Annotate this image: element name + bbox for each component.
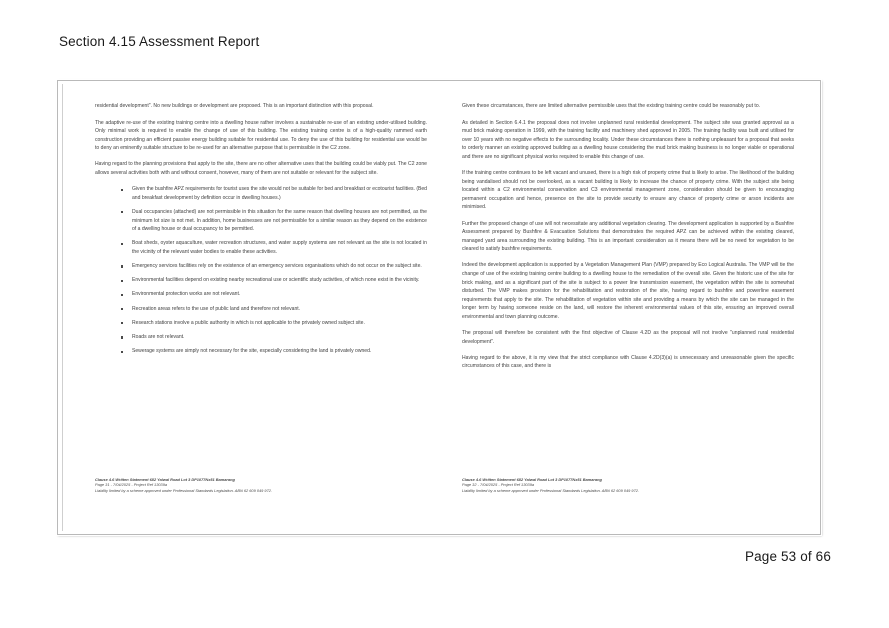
right-column: [462, 102, 794, 493]
paragraph: Having regard to the planning provisions that apply to the site, there are no other alternative uses that the building could be viably put. The C2 zone allows several activities both with and without consent, however, many of them are not suitable or relevant for the subject site.: [95, 161, 427, 177]
footnote-line: Liability limited by a scheme approved under Professional Standards Legislation. ABN 62 609 049 972.: [95, 487, 272, 493]
paragraph: As detailed in Section 6.4.1 the proposal does not involve unplanned rural residential development. The subject site was granted approval as a mud brick making operation in 1999, with the training facility and machinery shed approved in 2005. The training facility was built and utilised for over 10 years with no negative effects to the surrounding locality. Under these circumstances there is nothing unpleasant for a proposal that seeks to orderly manner an existing approved building as a dwelling house considering the mud brick making business is no longer viable or operational and there are no significant physical works required to enable this change of use.: [462, 119, 794, 160]
list-item: Boat sheds, oyster aquaculture, water recreation structures, and water supply systems are not relevant as the site is not located in the vicinity of the relevant water bodies to enable these activities.: [121, 239, 427, 256]
footnote-line: Clause 4.6 Written Statement 682 Yalwal Road Lot 3 DP1077Nx51 Bamarang: [462, 477, 602, 483]
paragraph: residential development". No new buildings or development are proposed. This is an important distinction with this proposal.: [95, 103, 374, 109]
list-item: Roads are not relevant.: [121, 333, 427, 342]
list-item: Emergency services facilities rely on the existence of an emergency services organisations which do not occur on the subject site.: [121, 262, 427, 271]
page-title: Section 4.15 Assessment Report: [59, 34, 260, 49]
paragraph: The proposal will therefore be consistent with the first objective of Clause 4.2D as the proposal will not involve "unplanned rural residential development".: [462, 330, 794, 345]
footnote-block: [95, 477, 435, 493]
page-number: Page 53 of 66: [744, 549, 831, 564]
paragraph: Further the proposed change of use will not necessitate any additional vegetation clearing. The development application is supported by a Bushfire Assessment prepared by Bushfire & Evacuation Solutions that demonstrates the required APZ can be achieved within the existing cleared, managed yard area surrounding the existing building. This is an important consideration as it means there will be no need for vegetation to be cleared to satisfy bushfire requirements.: [462, 220, 794, 253]
paragraph: If the training centre continues to be left vacant and unused, there is a high risk of property crime that is likely to arise. The likelihood of the building being vandalised should not be overlooked, as a vacant building is likely to increase the chance of property crime. With the subject site being located within a C2 environmental conservation and C3 environmental management zone, consideration should be given to encouraging permanent occupation and hence, presence on the site to provide security to ensure any chance of property crime or arson incidents are minimised.: [462, 170, 794, 211]
footnote-line: Clause 4.6 Written Statement 682 Yalwal Road Lot 3 DP1077Nx51 Bamarang: [95, 477, 235, 483]
left-column: [95, 102, 427, 493]
page-columns: [95, 102, 795, 493]
scanned-page-inner: [62, 84, 817, 531]
footnote-line: Page 31 - 7/04/2025 - Project Ref 13039a: [95, 482, 168, 488]
scanned-page: [57, 80, 821, 535]
list-item: Research stations involve a public authority in which is not applicable to the privately owned subject site.: [121, 319, 427, 328]
footnote-line: Liability limited by a scheme approved under Professional Standards Legislation. ABN 62 609 049 972.: [462, 487, 639, 493]
list-item: Sewerage systems are simply not necessary for the site, especially considering the land is privately owned.: [121, 347, 427, 356]
paragraph: Having regard to the above, it is my view that the strict compliance with Clause 4.2D(3)(a) is unnecessary and unreasonable given the specific circumstances of this case, and there is: [462, 354, 794, 370]
list-item: Environmental protection works are not relevant.: [121, 290, 427, 299]
footnote-block: [462, 477, 802, 493]
bullet-list: [95, 185, 427, 356]
footnote-line: Page 32 - 7/04/2025 - Project Ref 13039a: [462, 482, 535, 488]
paragraph: Given these circumstances, there are limited alternative permissible uses that the existing training centre could be reasonably put to.: [462, 103, 761, 109]
paragraph: Indeed the development application is supported by a Vegetation Management Plan (VMP) prepared by Eco Logical Australia. The VMP will tie the change of use of the existing training centre building to a dwelling house to the remediation of the overall site. Given the historic use of the site for brick making, and as a significant part of the site is subject to a power line transmission easement, the vegetation within the site is somewhat disturbed. The VMP makes provision for the rehabilitation and restoration of the site, having regard to bushfire and powerline easement requirements that apply to the site. The rehabilitation of vegetation within site and providing a means by which the site can be managed in the longer term by having someone reside on the land, will restore the inherent environmental values of this site, ensuring an improved overall environmental and town planning outcome.: [462, 262, 794, 320]
list-item: Recreation areas refers to the use of public land and therefore not relevant.: [121, 305, 427, 314]
list-item: Dual occupancies (attached) are not permissible in this situation for the same reason that dwelling houses are not permitted, as the minimum lot size is not met. In addition, home businesses are not permissible for a similar reason as they depend on the existence of a dwelling house or dual occupancy to be permitted.: [121, 208, 427, 234]
list-item: Environmental facilities depend on existing nearby recreational use or scientific study activities, of which none exist in the vicinity.: [121, 276, 427, 285]
list-item: Given the bushfire APZ requirements for tourist uses the site would not be suitable for bed and breakfast or ecotourist facilities. (Bed and breakfast development by definition occur in dwelling houses.): [121, 185, 427, 202]
paragraph: The adaptive re-use of the existing training centre into a dwelling house rather involves a sustainable re-use of an existing under-utilised building. Only minimal work is required to enable the change of use of this building. The existing training centre is of a high-quality rammed earth construction providing an efficient passive energy building suitable for residential use. To deny the use of this building for residential use would be to deny an eminently suitable structure to be re-used for an alternative purpose that is permissible in the C2 zone.: [95, 119, 427, 152]
